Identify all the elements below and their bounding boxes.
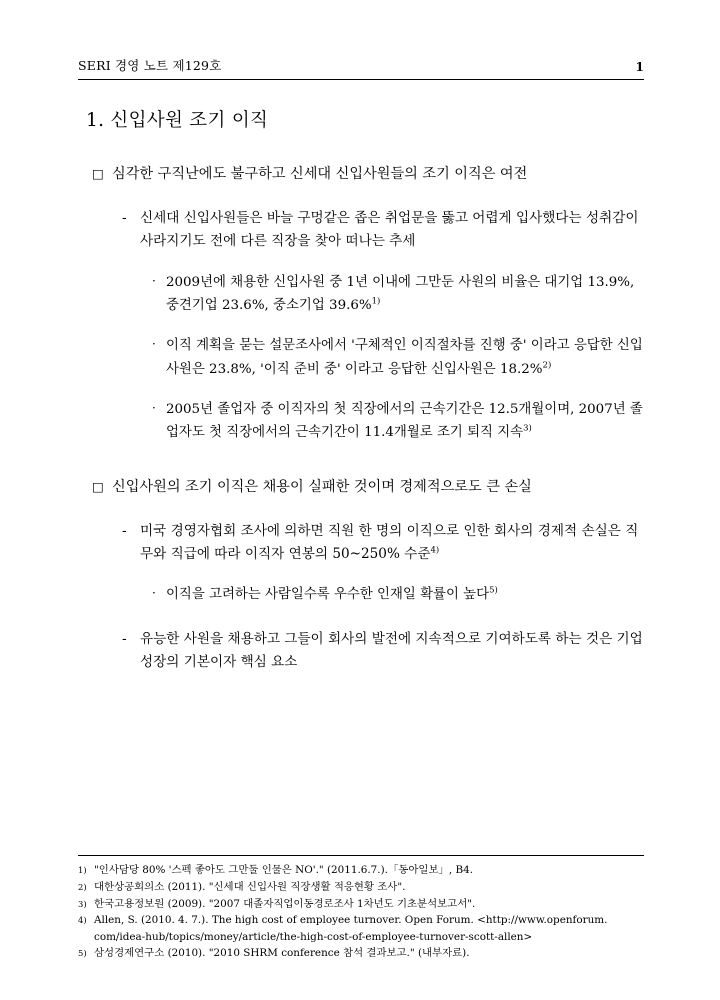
page-header: [78, 56, 644, 79]
paragraph-text: [166, 583, 644, 606]
paragraph-text-main: 2005년 졸업자 중 이직자의 첫 직장에서의 근속기간은 12.5개월이며, 2007년 졸업자도 첫 직장에서의 근속기간이 11.4개월로 조기 퇴직 지속: [166, 402, 643, 441]
page-title: 1. 신입사원 조기 이직: [86, 110, 269, 131]
square-bullet-icon: □: [92, 478, 104, 494]
paragraph-text: 심각한 구직난에도 불구하고 신세대 신입사원들의 조기 이직은 여전: [112, 166, 528, 182]
paragraph-text-main: 이직 계획을 묻는 설문조사에서 '구체적인 이직절차를 진행 중' 이라고 응답한 신입사원은 23.8%, '이직 준비 중' 이라고 응답한 신입사원은 18.2%: [166, 338, 643, 377]
paragraph-text: 신세대 신입사원들은 바늘 구멍같은 좁은 취업문을 뚫고 어렵게 입사했다는 성취감이 사라지기도 전에 다른 직장을 찾아 떠나는 추세: [140, 210, 639, 250]
page-content: [78, 56, 644, 674]
footnote-divider: [78, 855, 644, 856]
footnote-text: 한국고용정보원 (2009). "2007 대졸자직업이동경로조사 1차년도 기초분석보고서".: [94, 897, 476, 910]
paragraph-text: [140, 520, 644, 567]
footnote-number: 5): [78, 948, 87, 959]
dash-bullet-icon: -: [122, 522, 127, 539]
footnote-ref-1[interactable]: 1): [371, 296, 381, 307]
paragraph-text: 유능한 사원을 채용하고 그들이 회사의 발전에 지속적으로 기여하도록 하는 것은 기업 성장의 기본이자 핵심 요소: [140, 630, 643, 671]
paragraph-text-main: 이직을 고려하는 사람일수록 우수한 인재일 확률이 높다: [166, 587, 490, 603]
paragraph-level1: [92, 476, 644, 499]
footnote-ref-5[interactable]: 5): [489, 585, 498, 596]
footnote-number: 4): [78, 915, 87, 926]
paragraph-text: 신입사원의 조기 이직은 채용이 실패한 것이며 경제적으로도 큰 손실: [112, 478, 532, 495]
paragraph-level2: [122, 628, 644, 675]
paragraph-level3: [152, 271, 644, 318]
header-page-number: 1: [635, 60, 644, 74]
square-bullet-icon: □: [92, 166, 104, 181]
paragraph-text: [166, 271, 644, 318]
footnote-section: [78, 855, 644, 963]
dot-bullet-icon: ·: [152, 337, 156, 352]
footnote-item: [78, 946, 644, 962]
footnote-text: 대한상공회의소 (2011). "신세대 신입사원 직장생활 적응현황 조사".: [94, 880, 406, 893]
footnote-text-continuation: com/idea-hub/topics/money/article/the-high-cost-of-employee-turnover-scott-allen>: [94, 931, 533, 944]
dot-bullet-icon: ·: [152, 401, 156, 415]
footnote-ref-2[interactable]: 2): [542, 360, 552, 371]
paragraph-level3: [152, 398, 644, 445]
paragraph-text-main: 미국 경영자협회 조사에 의하면 직원 한 명의 이직으로 인한 회사의 경제적 손실은 직무와 직급에 따라 이직자 연봉의 50~250% 수준: [140, 522, 639, 562]
dash-bullet-icon: -: [122, 630, 127, 647]
footnote-text: 삼성경제연구소 (2010). "2010 SHRM conference 참석 결과보고." (내부자료).: [94, 947, 470, 960]
footnote-item: [78, 897, 644, 913]
footnote-item: [78, 913, 644, 929]
dash-bullet-icon: -: [122, 210, 127, 226]
footnote-number: 3): [78, 898, 87, 909]
paragraph-text: [166, 334, 644, 381]
dot-bullet-icon: ·: [152, 273, 156, 288]
paragraph-text: [166, 398, 644, 445]
paragraph-level2: [122, 520, 644, 567]
paragraph-text-main: 2009년에 채용한 신입사원 중 1년 이내에 그만둔 사원의 비율은 대기업 13.9%, 중견기업 23.6%, 중소기업 39.6%: [166, 274, 635, 314]
footnote-number: 1): [78, 865, 87, 875]
footnote-text: "인사담당 80% '스펙 좋아도 그만둘 인물은 NO'." (2011.6.7.).「동아일보」, B4.: [94, 864, 474, 876]
paragraph-level2: [122, 207, 644, 254]
paragraph-level1: [92, 163, 644, 186]
dot-bullet-icon: ·: [152, 586, 156, 601]
paragraph-level3: [152, 334, 644, 381]
paragraph-level3: [152, 583, 644, 606]
footnote-text: Allen, S. (2010. 4. 7.). The high cost of employee turnover. Open Forum. <http://www.openforum.: [94, 914, 608, 927]
footnote-number: 2): [78, 881, 87, 892]
footnote-ref-3[interactable]: 3): [523, 423, 532, 434]
footnote-item: [78, 880, 644, 896]
footnote-item: [78, 863, 644, 879]
header-title: SERI 경영 노트 제129호: [78, 58, 222, 73]
footnote-ref-4[interactable]: 4): [430, 545, 440, 556]
header-divider: [78, 79, 644, 80]
